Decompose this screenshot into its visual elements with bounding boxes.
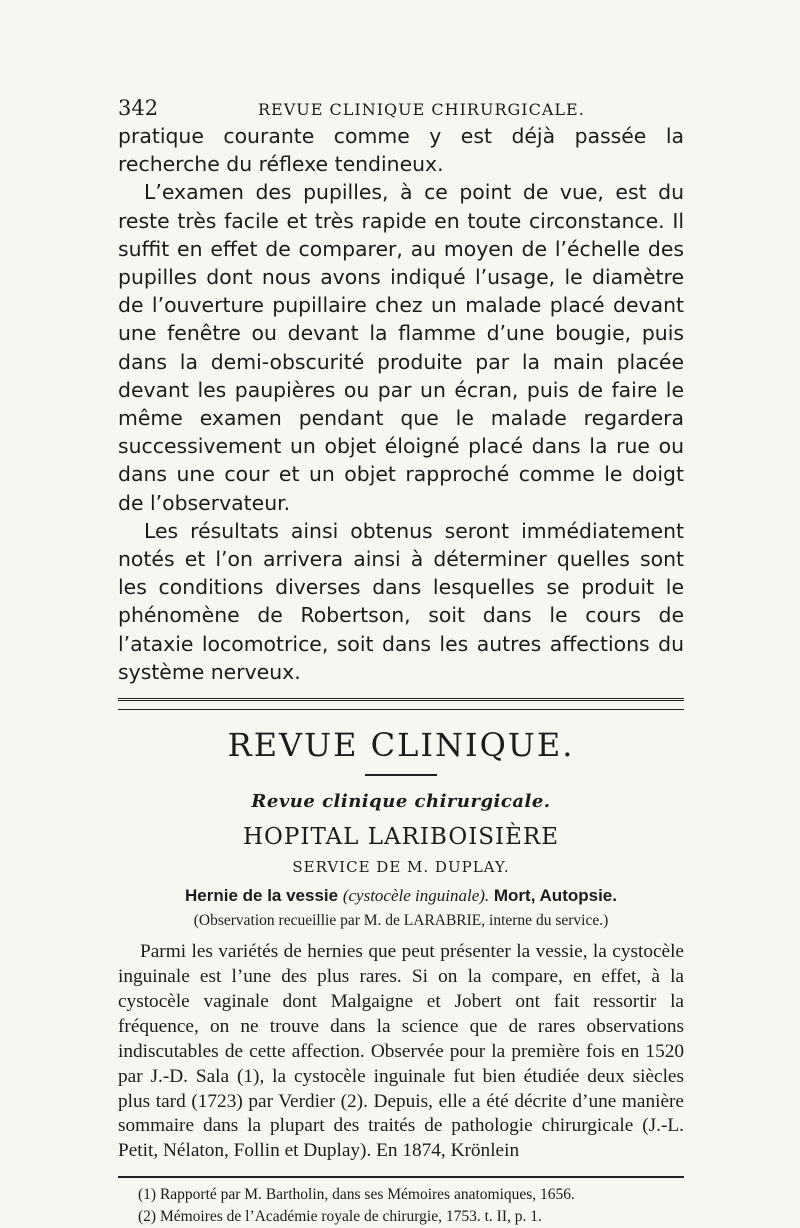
running-title: REVUE CLINIQUE CHIRURGICALE. (258, 100, 585, 119)
section-title: REVUE CLINIQUE. (227, 726, 575, 765)
short-rule (365, 774, 437, 776)
page (118, 96, 684, 1228)
case-body: Parmi les variétés de hernies que peut présenter la vessie, la cystocèle inguinale est l’une des plus rares. Si on la compare, en effet, à la cystocèle vaginale dont Malgaigne et Jobert ont fait ressortir la fréquence, on ne trouve dans la science que de rares observations indiscutables de cette affection. Observée pour la première fois en 1520 par J.-D. Sala (1), la cystocèle inguinale fut bien étudiée deux siècles plus tard (1723) par Verdier (2). Depuis, elle a été décrite d’une manière sommaire dans la plupart des traités de pathologie chirurgicale (J.-L. Petit, Nélaton, Follin et Duplay). En 1874, Krönlein (118, 941, 684, 1162)
running-head (118, 96, 684, 122)
paragraph-2: L’examen des pupilles, à ce point de vue, est du reste très facile et très rapide en toute circonstance. Il suffit en effet de comparer, au moyen de l’échelle des pupilles dont nous avons indiqué l’usage, le diamètre de l’ouverture pupillaire chez un malade placé devant une fenêtre ou devant la flamme d’une bougie, puis dans la demi-obscurité produite par la main placée devant les paupières ou par un écran, puis de faire le même examen pendant que le malade regardera successivement un objet éloigné placé dans la rue ou dans une cour et un objet rapproché comme le doigt de l’observateur. (118, 180, 684, 515)
case-note: (Observation recueillie par M. de LARABRIE, interne du service.) (193, 912, 609, 930)
page-number: 342 (118, 96, 159, 120)
case-title-italic: (cystocèle inguinale). (342, 886, 490, 906)
paragraph-1: pratique courante comme y est déjà passée la recherche du réflexe tendineux. (118, 124, 684, 177)
footnote-1: (1) Rapporté par M. Bartholin, dans ses Mémoires anatomiques, 1656. (138, 1186, 575, 1204)
case-title-main: Hernie de la vessie (185, 886, 339, 906)
case-title (118, 884, 684, 908)
subsection-title: Revue clinique chirurgicale. (251, 791, 551, 813)
section-divider (118, 698, 684, 710)
footnote-2: (2) Mémoires de l’Académie royale de chirurgie, 1753. t. II, p. 1. (138, 1208, 542, 1226)
footnote-rule (118, 1176, 684, 1178)
hospital-name: HOPITAL LARIBOISIÈRE (242, 824, 560, 851)
case-title-end: Mort, Autopsie. (493, 886, 617, 906)
paragraph-3: Les résultats ainsi obtenus seront immédiatement notés et l’on arrivera ainsi à déterminer quelles sont les conditions diverses dans lesquelles se produit le phénomène de Robertson, soit dans le cours de l’ataxie locomotrice, soit dans les autres affections du système nerveux. (118, 518, 684, 684)
service-name: SERVICE DE M. DUPLAY. (292, 858, 510, 877)
footnotes (118, 1184, 684, 1228)
